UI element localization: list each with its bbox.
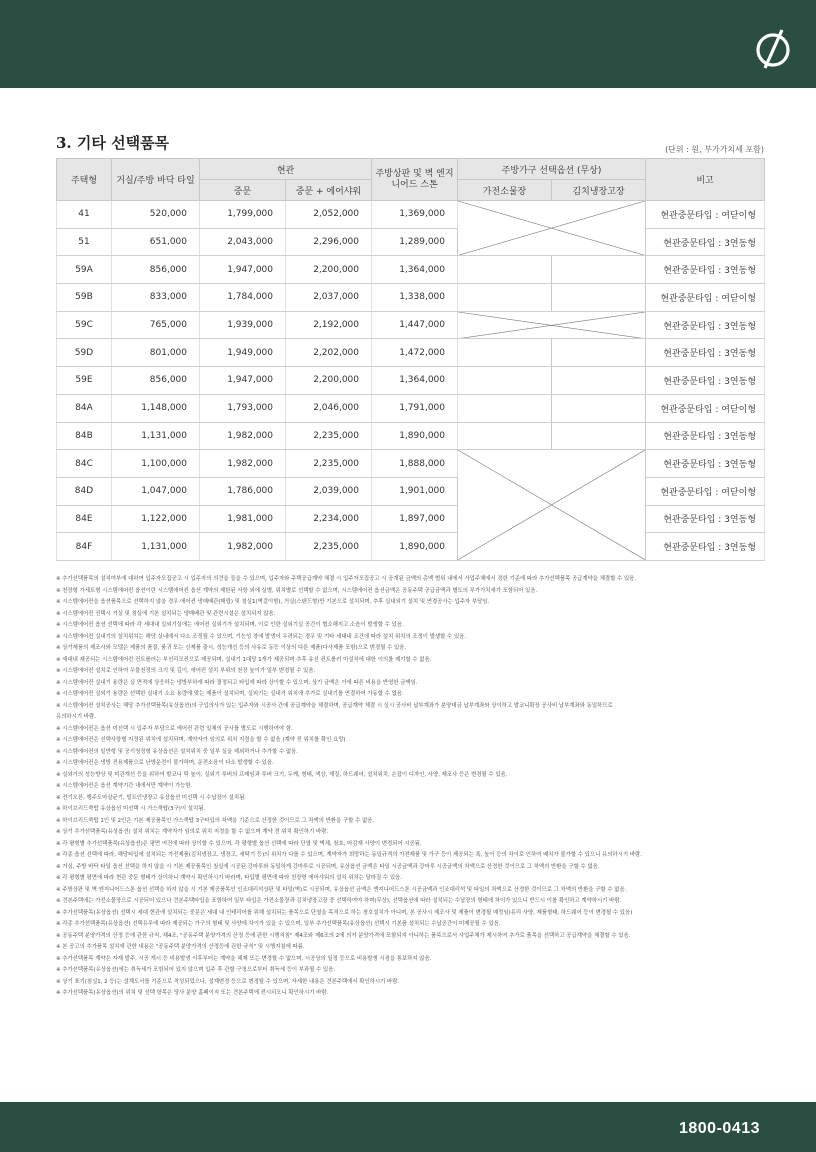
note-item: ※ 시스템에어컨 설치공사는 해당 추가선택품목(유상옵션)의 구입의사가 있는 입주자와 시공사 간에 공급계약을 체결하며, 공급계약 체결 시 실시 공사비 납부계좌가 분양대금 납부계좌와 상이하고 발코니확장 공사비 납부계좌와 동일하므로 xyxy=(56,702,613,709)
cell-door-air: 2,052,000 xyxy=(286,201,372,229)
cell-kimchi-cabinet xyxy=(552,422,646,450)
cell-note: 현관중문타입 : 3연동형 xyxy=(646,311,765,339)
cell-type: 59B xyxy=(57,284,112,312)
cell-appliance-cabinet xyxy=(458,339,552,367)
note-item: ※ 하이브리드쿡탑 유상옵션 미선택 시 가스쿡탑(3구)이 설치됨. xyxy=(56,806,206,812)
cell-door-air: 2,234,000 xyxy=(286,505,372,533)
note-item: ※ 각 평형별 평면에 따라 현관 중문 형태가 상이하니 계약시 확인하시기 바라며, 타입별 평면에 따라 천장형 에어샤워의 설치 위치는 달라질 수 있음. xyxy=(56,875,402,881)
header-type: 주택형 xyxy=(57,159,112,201)
cell-tile: 856,000 xyxy=(112,256,200,284)
cell-stone: 1,364,000 xyxy=(372,367,458,395)
table-row xyxy=(57,201,765,229)
cell-kimchi-cabinet xyxy=(552,256,646,284)
header-tile: 거실/주방 바닥 타일 xyxy=(112,159,200,201)
cell-tile: 1,100,000 xyxy=(112,450,200,478)
cell-type: 59C xyxy=(57,311,112,339)
cell-door: 1,981,000 xyxy=(200,505,286,533)
note-item: ※ 시스템에어컨은 옵션 미선택 시 입주자 부담으로 에어컨 관련 일체의 공사를 별도로 시행하여야 함. xyxy=(56,725,293,732)
cell-appliance-cabinet xyxy=(458,284,552,312)
cell-stone: 1,888,000 xyxy=(372,450,458,478)
table-row xyxy=(57,284,765,312)
cell-door: 1,982,000 xyxy=(200,533,286,561)
cell-door-air: 2,192,000 xyxy=(286,311,372,339)
header-stone: 주방상판 및 벽 엔지니어드 스톤 xyxy=(372,159,458,201)
cell-note: 현관중문타입 : 3연동형 xyxy=(646,533,765,561)
cell-note: 현관중문타입 : 여닫이형 xyxy=(646,201,765,229)
cell-door-air: 2,037,000 xyxy=(286,284,372,312)
table-row xyxy=(57,311,765,339)
circle-slash-logo-icon xyxy=(752,26,796,70)
header-note: 비고 xyxy=(646,159,765,201)
cell-door-air: 2,200,000 xyxy=(286,256,372,284)
cell-door: 1,799,000 xyxy=(200,201,286,229)
options-table xyxy=(56,158,765,561)
table-row xyxy=(57,339,765,367)
table-row xyxy=(57,422,765,450)
cell-tile: 1,122,000 xyxy=(112,505,200,533)
cell-kimchi-cabinet xyxy=(552,367,646,395)
cell-note: 현관중문타입 : 여닫이형 xyxy=(646,284,765,312)
note-item: ※ 시스템에어컨 선택시 거실 및 침실에 기본 설치되는 냉매배관 및 관련시설은 설치되지 않음. xyxy=(56,610,276,617)
cell-appliance-cabinet xyxy=(458,394,552,422)
cell-type: 84C xyxy=(57,450,112,478)
cell-kimchi-cabinet xyxy=(552,339,646,367)
note-item: ※ 상기 추가선택품목(유상옵션) 설치 위치는 계약자가 임의로 위치 지정을 할 수 없으며 계약 전 위치 확인하기 바람. xyxy=(56,829,329,835)
cell-note: 현관중문타입 : 3연동형 xyxy=(646,422,765,450)
note-item: 유의하시기 바람. xyxy=(56,714,96,720)
table-row xyxy=(57,450,765,478)
note-item: ※ 추가선택품목(유상옵션)의 위치 및 선택 항목은 당사 분양 홈페이지 또는 견본주택에 전시되오니 확인하시기 바람. xyxy=(56,990,329,996)
cell-kimchi-cabinet xyxy=(552,394,646,422)
cell-kimchi-cabinet xyxy=(552,284,646,312)
table-row xyxy=(57,228,765,256)
note-item: ※ 각종 추가선택품목(유상옵션) 선택유무에 따라 제공되는 가구의 형태 및 사양에 차이가 있을 수 있으며, 일부 추가선택품목(유상옵션) 선택시 기본품 설치되는 수납공간이 미제공될 수 있음. xyxy=(56,921,501,927)
cell-door: 1,793,000 xyxy=(200,394,286,422)
cell-note: 현관중문타입 : 여닫이형 xyxy=(646,477,765,505)
cell-door-air: 2,046,000 xyxy=(286,394,372,422)
note-item: ※ 시스템에어컨을 옵션품목으로 선택하지 않을 경우 에어컨 냉매배관(매립) 및 침실1(벽걸이형), 거실(스탠드형)만 기본으로 설치되며, 추후 실내외기 설치 및 연결공사는 입주자 부담임. xyxy=(56,599,490,605)
note-item: ※ 시스템에어컨 실내기의 설치위치는 해당 실내에서 다소 조정될 수 있으며, 기능성 장애 발생이 우려되는 경우 및 기타 세대내 조건에 따라 설치 위치의 조정이 발생할 수 있음. xyxy=(56,633,467,640)
note-item: ※ 본 공고의 추가품목 설치에 관한 내용은 "공동주택 분양가격의 산정등에 관한 규칙" 및 시행지침에 따름. xyxy=(56,944,305,950)
kitchen-option-unavailable-cross xyxy=(458,450,646,561)
note-item: ※ 시스템에어컨 실외기 용량은 선택한 실내기 소요 용량에 맞는 제품이 설치되며, 실외기는 실내기 위치에 추가로 실내기를 연결하여 가동할 수 없음. xyxy=(56,691,404,697)
cell-stone: 1,897,000 xyxy=(372,505,458,533)
cell-tile: 856,000 xyxy=(112,367,200,395)
cell-appliance-cabinet xyxy=(458,256,552,284)
cell-appliance-cabinet xyxy=(458,367,552,395)
cell-door-air: 2,202,000 xyxy=(286,339,372,367)
note-item: ※ 전기오븐, 행주도마살균기, 빌트인냉장고 유상옵션 미선택 시 수납장이 설치됨. xyxy=(56,794,247,801)
cell-door-air: 2,039,000 xyxy=(286,477,372,505)
note-item: ※ 실외기의 성능향상 및 미관개선 등을 위하여 발코니 턱 높이, 실외기 루버의 프레임과 루버 크기, 두께, 형태, 색상, 재질, 하드웨어, 설치위치, 손잡이 디자인, 사양, 제조사 등은 변경될 수 있음. xyxy=(56,771,508,778)
cell-type: 41 xyxy=(57,201,112,229)
cell-door: 1,982,000 xyxy=(200,450,286,478)
cell-door: 1,949,000 xyxy=(200,339,286,367)
note-item: ※ 시스템에어컨 실내기 용량은 실 면적에 상응하는 냉방부하에 따라 결정되고 타입에 따라 상이할 수 있으며, 상기 금액은 이에 따른 비용을 반영한 금액임. xyxy=(56,679,418,686)
table-row xyxy=(57,367,765,395)
cell-tile: 1,131,000 xyxy=(112,422,200,450)
note-item: ※ 견본주택에는 가전소물장으로 시공되어 있으나 견본주택타입을 포함하여 일부 타입은 가전소물장과 김치냉장고장 중 선택하여야 하며(무상), 선택옵션에 따라 설치되는 수납장의 형태에 차이가 있으니 반드시 이를 확인하고 계약하시기 바람. xyxy=(56,898,622,904)
cell-type: 59E xyxy=(57,367,112,395)
note-item: ※ 주방상판 및 벽 엔지니어드스톤 옵션 선택을 하지 않을 시 기본 제공품목인 인조대리석상판 및 타일(벽)로 시공되며, 유상옵션 금액은 엔지니어드스톤 시공금액과 인조대리석 및 타일의 차액으로 산정한 것이므로 그 차액의 반환을 구할 수 없음. xyxy=(56,886,627,893)
kitchen-option-unavailable-cross xyxy=(458,311,646,339)
note-item: ※ 시스템에어컨 설치로 인하여 우물천정의 크기 및 깊이, 에어컨 설치 부위의 천장 높이가 일부 변경될 수 있음. xyxy=(56,668,316,674)
header-door-sub2: 중문 + 에어샤워 xyxy=(286,180,372,201)
cell-tile: 1,131,000 xyxy=(112,533,200,561)
cell-note: 현관중문타입 : 3연동형 xyxy=(646,450,765,478)
cell-door-air: 2,296,000 xyxy=(286,228,372,256)
note-item: ※ 시스템에어컨은 선택사항별 지정된 위치에 설치되며, 계약자가 임의로 위치 지정을 할 수 없음 (계약 전 위치를 확인 요망) xyxy=(56,737,346,743)
note-item: ※ 하이브리드쿡탑 1인 및 2인은 기본 제공품목인 가스쿡탑 3구타입의 차액을 기준으로 산정한 것이므로 그 차액의 반환을 구할 수 없음. xyxy=(56,817,375,824)
top-band xyxy=(0,0,816,88)
note-item: ※ 천장형 가세트형 시스템에어컨 옵션이란 시스템에어컨 옵션 계약의 제한된 사항 외에 실별, 위치별로 선택할 수 없으며, 시스템에어컨 옵션금액은 공동주택 공급금액과 별도의 부가가치세가 포함되어 있음. xyxy=(56,587,538,594)
cell-type: 59A xyxy=(57,256,112,284)
cell-tile: 651,000 xyxy=(112,228,200,256)
note-item: ※ 각 평형별 추가선택품목(유상옵션)은 평면 여건에 따라 상이할 수 있으며, 각 평형별 옵션 선택에 따라 단열 및 벽체, 창호, 마감재 사양이 변경되어 시공됨. xyxy=(56,840,422,847)
note-item: ※ 세대내 제공되는 시스템에어컨 컨트롤러는 부선리모컨으로 제공되며, 실내기 1대당 1개가 제공되며 추후 유선 컨트롤러 미설치에 대한 이의를 제기할 수 없음. xyxy=(56,656,432,663)
note-item: ※ 추가선택품목(유상옵션)에는 취득세가 포함되어 있지 않으며 입주 후 관할 구청으로부터 취득세 등이 부과될 수 있음. xyxy=(56,967,336,973)
cell-door-air: 2,235,000 xyxy=(286,450,372,478)
notes-list xyxy=(56,574,768,1000)
note-item: ※ 시스템에어컨의 일반형 및 공기청정형 유상옵션은 설치위치 중 일부 실을 제외하거나 추가할 수 없음. xyxy=(56,748,299,755)
header-kitchen: 주방가구 선택옵션 (무상) xyxy=(458,159,646,180)
cell-stone: 1,447,000 xyxy=(372,311,458,339)
cell-type: 84B xyxy=(57,422,112,450)
cell-tile: 1,047,000 xyxy=(112,477,200,505)
note-item: ※ 추가선택품목 계약은 자재 발주, 시공 개시 등 비용발생 이후부터는 계약을 해제 또는 변경할 수 없으며, 시공상의 일정 등으로 비용발생 시점을 통보하지 않음. xyxy=(56,955,432,962)
cell-stone: 1,289,000 xyxy=(372,228,458,256)
phone-number: 1800-0413 xyxy=(678,1120,760,1137)
note-item: ※ 시스템에어컨 옵션 선택에 따라 각 세대내 실외기실에는 에어컨 실외기가 설치되며, 이로 인한 실외기실 공간이 협소해지고 소음이 발생할 수 있음. xyxy=(56,622,404,628)
cell-stone: 1,791,000 xyxy=(372,394,458,422)
cell-door: 2,043,000 xyxy=(200,228,286,256)
cell-stone: 1,890,000 xyxy=(372,533,458,561)
cell-note: 현관중문타입 : 3연동형 xyxy=(646,505,765,533)
cell-door: 1,784,000 xyxy=(200,284,286,312)
header-door: 현관 xyxy=(200,159,372,180)
note-item: ※ 추가선택품목의 설치여부에 대하여 입주자모집공고 시 입주자의 의견을 들을 수 있으며, 입주자와 주택공급계약 체결 시 입주자모집공고 시 공개된 금액의 총액 범위 내에서 사업주체에서 정한 기준에 따라 추가선택품목 공급계약을 체결할 수 있음. xyxy=(56,576,637,582)
cell-stone: 1,472,000 xyxy=(372,339,458,367)
cell-door-air: 2,200,000 xyxy=(286,367,372,395)
header-kitchen-sub2: 김치냉장고장 xyxy=(552,180,646,201)
header-kitchen-sub1: 가전소물장 xyxy=(458,180,552,201)
note-item: ※ 각종 옵션 선택에 따라, 해당타입에 설치되는 가전제품(김치냉장고, 냉장고, 세탁기 등)의 위치가 다를 수 있으며, 계약자가 희망하는 동일규격의 가전제품 및 가구 등이 제공되는 폭, 높이 등의 차이로 인하여 배치가 불가할 수 있으니 유의하시기 바람. xyxy=(56,852,642,858)
cell-door-air: 2,235,000 xyxy=(286,533,372,561)
cell-note: 현관중문타입 : 3연동형 xyxy=(646,339,765,367)
table-body xyxy=(57,201,765,561)
cell-door: 1,947,000 xyxy=(200,256,286,284)
cell-note: 현관중문타입 : 여닫이형 xyxy=(646,394,765,422)
cell-tile: 765,000 xyxy=(112,311,200,339)
note-item: ※ 거실, 주방 바닥 타일 옵션 선택을 하지 않을 시 기본 제공품목인 침실에 시공된 강마루와 동일하게 강마루로 시공되며, 유상옵션 금액은 타일 시공금액과 강마루 시공금액의 차액으로 산정한 것이므로 그 차액의 반환을 구할 수 없음. xyxy=(56,863,600,870)
cell-stone: 1,890,000 xyxy=(372,422,458,450)
note-item: ※ 시스템에어컨은 옵션 계약기간 내에서만 계약이 가능함. xyxy=(56,783,193,789)
note-item: ※ 공동주택 분양가격의 산정 등에 관한 규칙, 제4조, "공동주택 분양가격의 산정 등에 관한 시행지침" 제4조와 제6조의 2에 의거 분양가격에 포함되지 아니하는 품목으로서 사업주체가 제시하여 추가로 품목을 선택하고 공급계약을 체결할 수 있음. xyxy=(56,932,631,939)
cell-door: 1,947,000 xyxy=(200,367,286,395)
cell-door: 1,939,000 xyxy=(200,311,286,339)
cell-note: 현관중문타입 : 3연동형 xyxy=(646,367,765,395)
cell-type: 84A xyxy=(57,394,112,422)
cell-tile: 520,000 xyxy=(112,201,200,229)
cell-door: 1,982,000 xyxy=(200,422,286,450)
table-row xyxy=(57,505,765,533)
cell-tile: 833,000 xyxy=(112,284,200,312)
unit-note: (단위 : 원, 부가가치세 포함) xyxy=(665,145,764,154)
note-item: ※ 상기제품의 제조사와 모델은 제품의 품질, 품귀 또는 신제품 출시, 성능개선 등의 사유로 동등 이상의 다른 제품(다사제품 포함)으로 변경될 수 있음. xyxy=(56,645,407,651)
cell-note: 현관중문타입 : 3연동형 xyxy=(646,228,765,256)
cell-door-air: 2,235,000 xyxy=(286,422,372,450)
cell-stone: 1,338,000 xyxy=(372,284,458,312)
table-row xyxy=(57,394,765,422)
cell-type: 51 xyxy=(57,228,112,256)
note-item: ※ 상기 표기(침실1, 2 등)는 설계도서를 기준으로 작성되었으나, 설계변경 등으로 변경될 수 있으며, 자세한 내용은 견본주택에서 확인하시기 바람. xyxy=(56,978,400,985)
cell-type: 84E xyxy=(57,505,112,533)
table-row xyxy=(57,256,765,284)
cell-type: 84F xyxy=(57,533,112,561)
cell-type: 59D xyxy=(57,339,112,367)
kitchen-option-unavailable-cross xyxy=(458,201,646,256)
section-title: 3. 기타 선택품목 xyxy=(56,134,170,152)
cell-stone: 1,901,000 xyxy=(372,477,458,505)
cell-stone: 1,364,000 xyxy=(372,256,458,284)
note-item: ※ 추가선택품목(유상옵션) 선택시 세대 현관에 설치되는 중문은 세대 내 인테리어를 위해 설치되는 품목으로 단열을 목적으로 하는 창호설치가 아니며, 본 공사시 제조사 및 제품이 변경될 예정임(유리 사양, 제품형태, 하드웨어 등이 변경될 수 있음) xyxy=(56,909,633,916)
table-row xyxy=(57,477,765,505)
cell-tile: 801,000 xyxy=(112,339,200,367)
cell-appliance-cabinet xyxy=(458,422,552,450)
table-row xyxy=(57,533,765,561)
note-item: ※ 시스템에어컨은 냉방 전용제품으로 난방운전이 불가하며, 운전소음이 다소 발생할 수 있음. xyxy=(56,760,274,766)
cell-stone: 1,369,000 xyxy=(372,201,458,229)
cell-note: 현관중문타입 : 3연동형 xyxy=(646,256,765,284)
cell-type: 84D xyxy=(57,477,112,505)
cell-tile: 1,148,000 xyxy=(112,394,200,422)
header-door-sub1: 중문 xyxy=(200,180,286,201)
cell-door: 1,786,000 xyxy=(200,477,286,505)
